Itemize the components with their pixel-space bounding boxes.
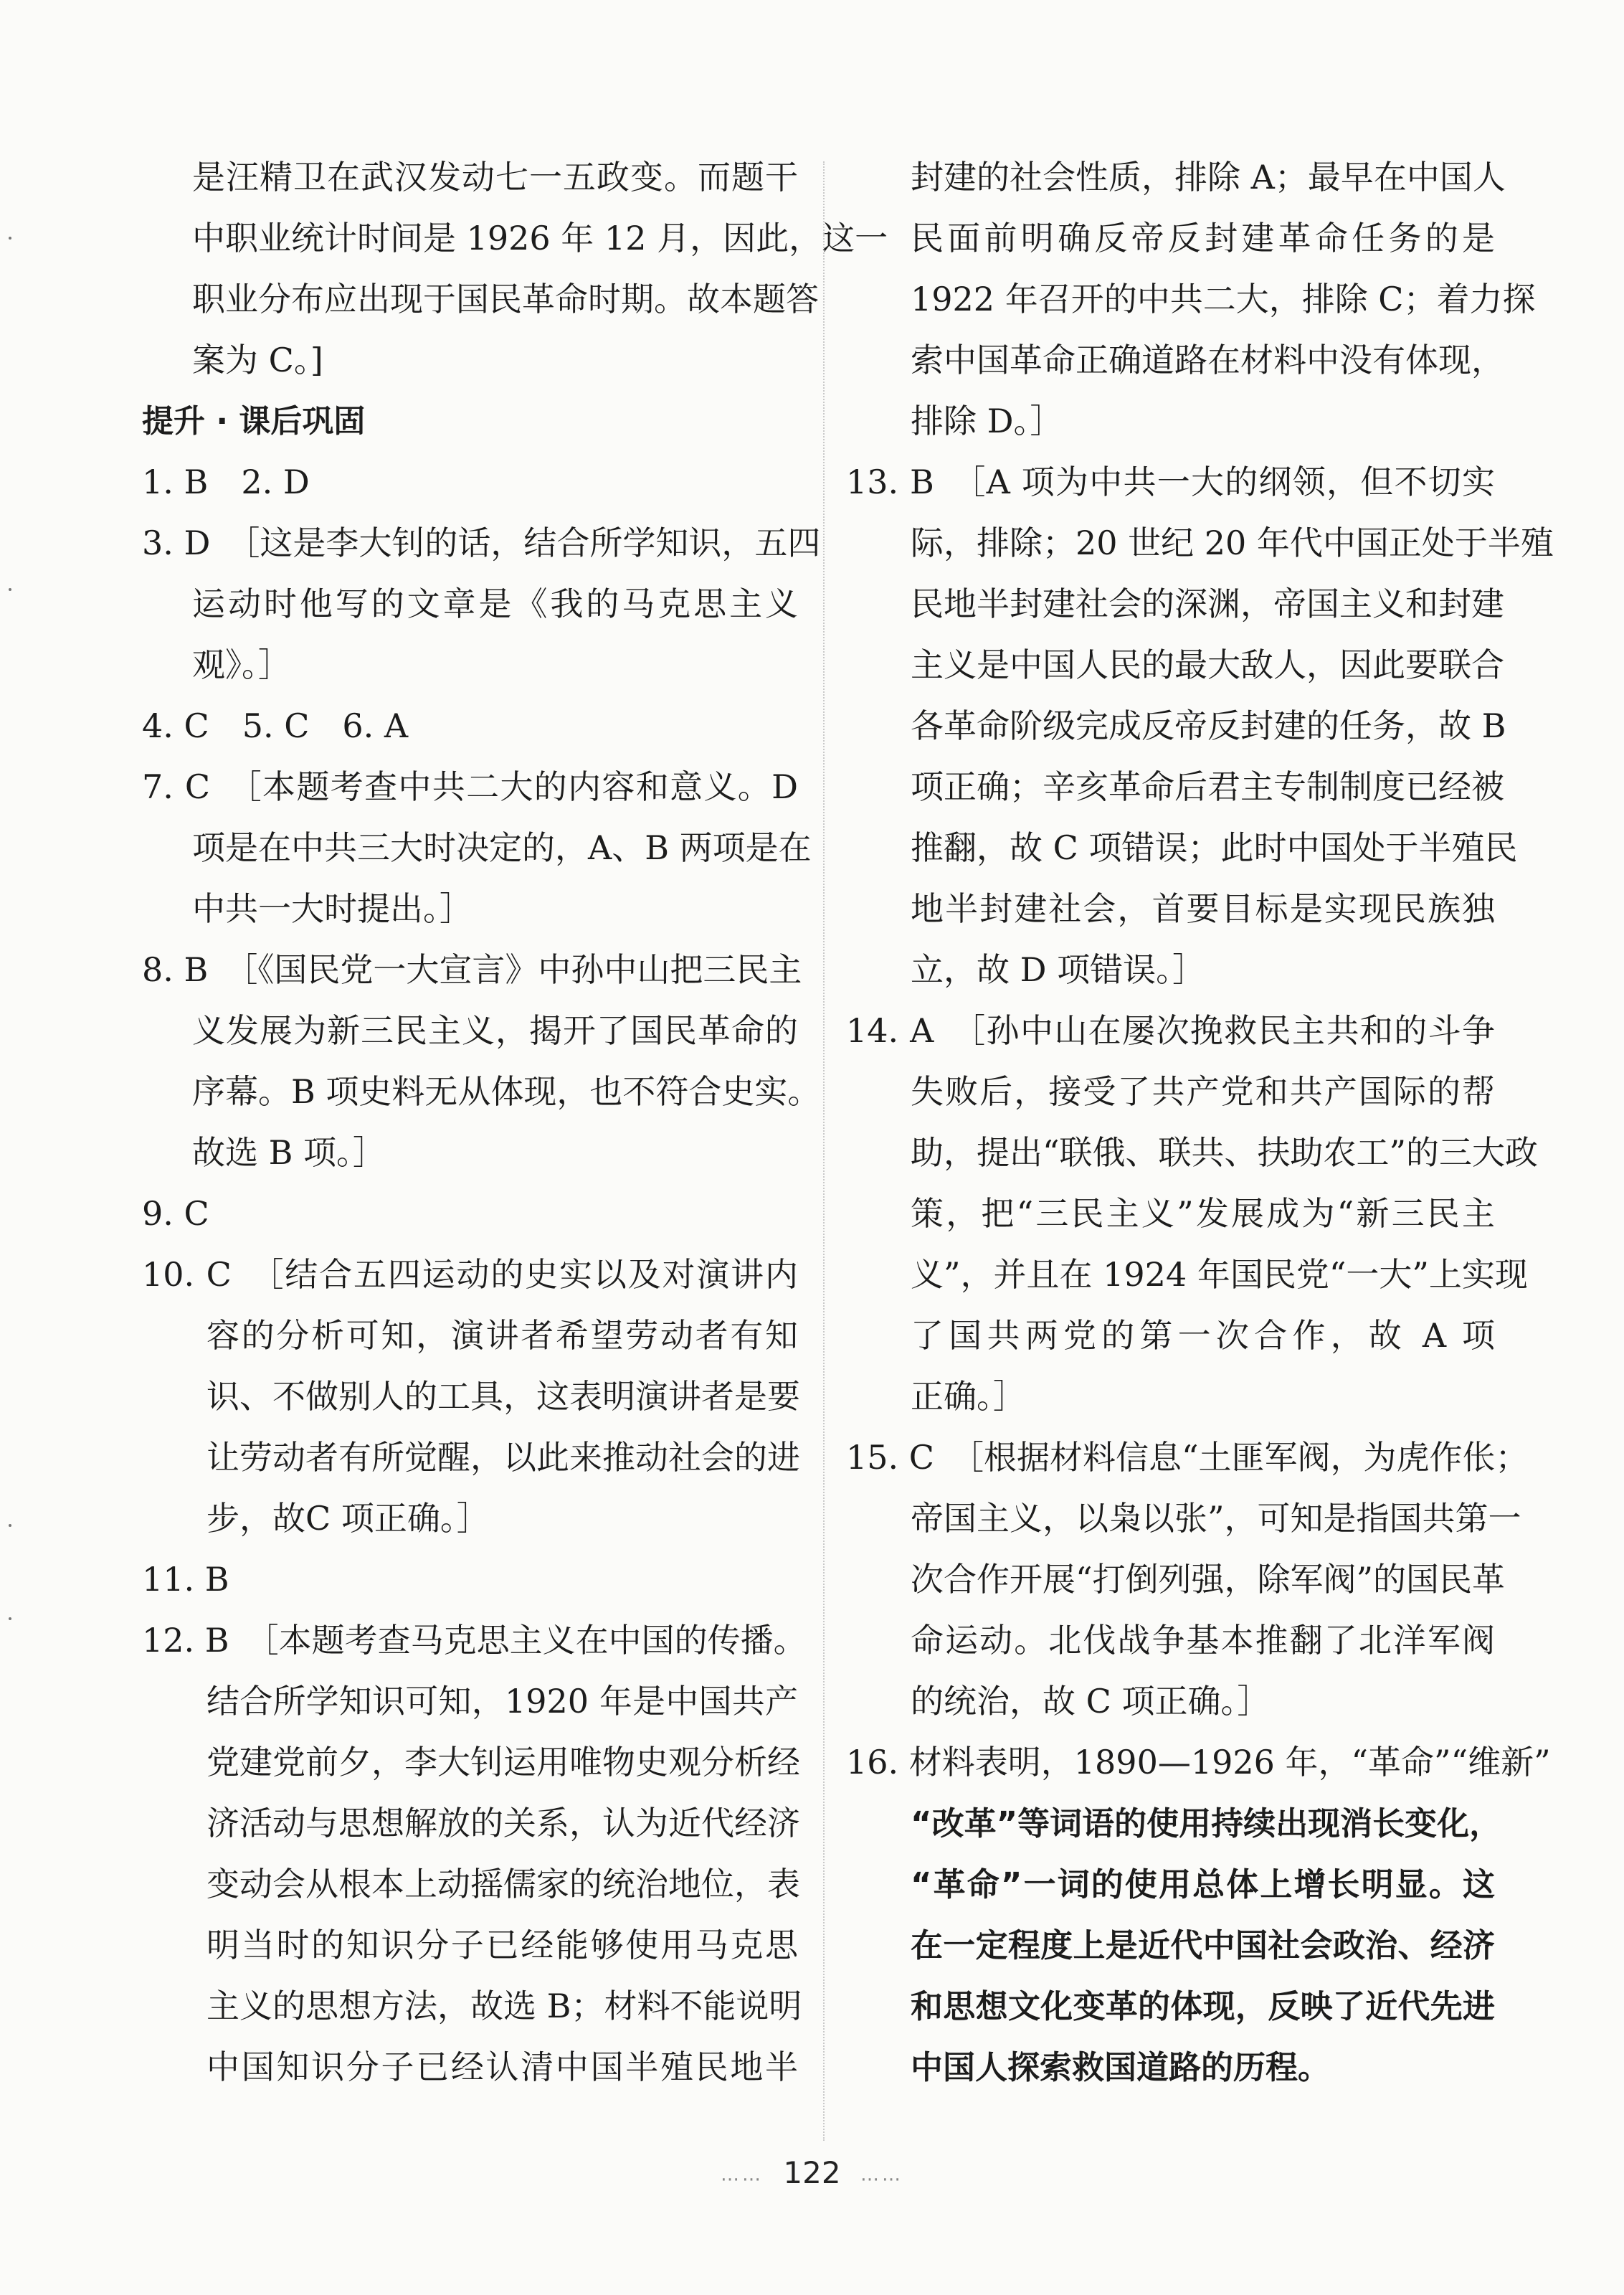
answer-line: 8. B ［《国民党一大宣言》中孙中山把三民主 [142, 950, 802, 989]
text-line: 中职业统计时间是 1926 年 12 月，因此，这一 [192, 219, 888, 257]
text-line: 各革命阶级完成反帝反封建的任务，故 B [911, 706, 1506, 745]
text-line: 容的分析可知，演讲者希望劳动者有知 [206, 1316, 798, 1355]
text-line-bold: “革命”一词的使用总体上增长明显。这 [911, 1865, 1495, 1903]
page-number-value: 122 [783, 2155, 841, 2190]
text-line: 策，把“三民主义”发展成为“新三民主 [911, 1194, 1495, 1233]
text-line: 党建党前夕，李大钊运用唯物史观分析经 [206, 1743, 800, 1781]
text-line: 职业分布应出现于国民革命时期。故本题答 [192, 280, 819, 318]
answer-line: 1. B 2. D [142, 463, 310, 501]
text-line: 正确。］ [911, 1377, 1026, 1416]
text-line: 项是在中共三大时决定的，A、B 两项是在 [192, 828, 812, 867]
text-line: 际，排除；20 世纪 20 年代中国正处于半殖 [911, 524, 1554, 562]
text-line: 命运动。北伐战争基本推翻了北洋军阀 [911, 1621, 1495, 1660]
text-line-bold: 和思想文化变革的体现，反映了近代先进 [911, 1987, 1495, 2025]
text-line: 封建的社会性质，排除 A；最早在中国人 [911, 158, 1506, 197]
text-line: 中国知识分子已经认清中国半殖民地半 [206, 2048, 798, 2086]
scan-mark [9, 1524, 11, 1527]
text-line: 主义的思想方法，故选 B；材料不能说明 [206, 1987, 802, 2025]
text-line: 项正确；辛亥革命后君主专制制度已经被 [911, 767, 1504, 806]
page-dots-left: …… [721, 2164, 764, 2186]
text-line: 变动会从根本上动摇儒家的统治地位，表 [206, 1865, 800, 1903]
text-line: 明当时的知识分子已经能够使用马克思 [206, 1926, 798, 1964]
text-line: 识、不做别人的工具，这表明演讲者是要 [206, 1377, 800, 1416]
text-line: 案为 C。] [192, 341, 323, 379]
scan-mark [9, 237, 11, 240]
answer-line: 7. C ［本题考查中共二大的内容和意义。D [142, 767, 798, 806]
text-line: 观》。］ [192, 645, 291, 684]
text-line: 步，故C 项正确。］ [206, 1499, 490, 1538]
text-line: 民地半封建社会的深渊，帝国主义和封建 [911, 585, 1504, 623]
page-number [0, 2155, 1624, 2190]
answer-line: 16. 材料表明，1890—1926 年，“革命”“维新” [846, 1743, 1551, 1781]
text-line: 运动时他写的文章是《我的马克思主义 [192, 585, 798, 623]
text-line: 民面前明确反帝反封建革命任务的是 [911, 219, 1495, 257]
text-line: 故选 B 项。］ [192, 1133, 386, 1172]
text-line-bold: “改革”等词语的使用持续出现消长变化， [911, 1804, 1502, 1842]
scan-mark [9, 1617, 11, 1620]
text-line: 1922 年召开的中共二大，排除 C；着力探 [911, 280, 1536, 318]
text-line: 立，故 D 项错误。］ [911, 950, 1206, 989]
text-line: 帝国主义，以枭以张”，可知是指国共第一 [911, 1499, 1521, 1538]
text-line: 济活动与思想解放的关系，认为近代经济 [206, 1804, 800, 1842]
text-line: 索中国革命正确道路在材料中没有体现， [911, 341, 1504, 379]
answer-line: 10. C ［结合五四运动的史实以及对演讲内 [142, 1255, 798, 1294]
text-line-bold: 在一定程度上是近代中国社会政治、经济 [911, 1926, 1495, 1964]
text-line: 了国共两党的第一次合作，故 A 项 [911, 1316, 1495, 1355]
text-line: 义发展为新三民主义，揭开了国民革命的 [192, 1011, 798, 1050]
text-line: 地半封建社会，首要目标是实现民族独 [911, 889, 1495, 928]
text-line: 义”，并且在 1924 年国民党“一大”上实现 [911, 1255, 1528, 1294]
right-column [846, 147, 1554, 2098]
page-dots-right: …… [860, 2164, 903, 2186]
text-line: 失败后，接受了共产党和共产国际的帮 [911, 1072, 1495, 1111]
column-divider [823, 161, 825, 2141]
text-line: 序幕。B 项史料无从体现，也不符合史实。 [192, 1072, 821, 1111]
answer-line: 11. B [142, 1560, 229, 1599]
text-line: 是汪精卫在武汉发动七一五政变。而题干 [192, 158, 798, 197]
text-line: 助，提出“联俄、联共、扶助农工”的三大政 [911, 1133, 1539, 1172]
answer-line: 15. C ［根据材料信息“土匪军阀，为虎作伥； [846, 1438, 1529, 1477]
text-line: 的统治，故 C 项正确。］ [911, 1682, 1271, 1721]
section-heading: 提升 · 课后巩固 [142, 403, 366, 440]
text-line: 次合作开展“打倒列强，除军阀”的国民革 [911, 1560, 1506, 1599]
left-column [142, 147, 888, 2098]
text-line: 推翻，故 C 项错误；此时中国处于半殖民 [911, 828, 1518, 867]
scan-mark [9, 588, 11, 591]
answer-line: 3. D ［这是李大钊的话，结合所学知识，五四 [142, 524, 821, 562]
answer-line: 13. B ［A 项为中共一大的纲领，但不切实 [846, 463, 1495, 501]
text-line: 排除 D。］ [911, 402, 1063, 440]
text-line: 结合所学知识可知，1920 年是中国共产 [206, 1682, 798, 1721]
text-line-bold: 中国人探索救国道路的历程。 [911, 2048, 1331, 2086]
text-line: 让劳动者有所觉醒，以此来推动社会的进 [206, 1438, 800, 1477]
answer-line: 14. A ［孙中山在屡次挽救民主共和的斗争 [846, 1011, 1495, 1050]
text-line: 中共一大时提出。］ [192, 889, 473, 928]
answer-line: 12. B ［本题考查马克思主义在中国的传播。 [142, 1621, 807, 1660]
text-line: 主义是中国人民的最大敌人，因此要联合 [911, 645, 1504, 684]
answer-line: 4. C 5. C 6. A [142, 706, 409, 745]
answer-line: 9. C [142, 1194, 209, 1233]
